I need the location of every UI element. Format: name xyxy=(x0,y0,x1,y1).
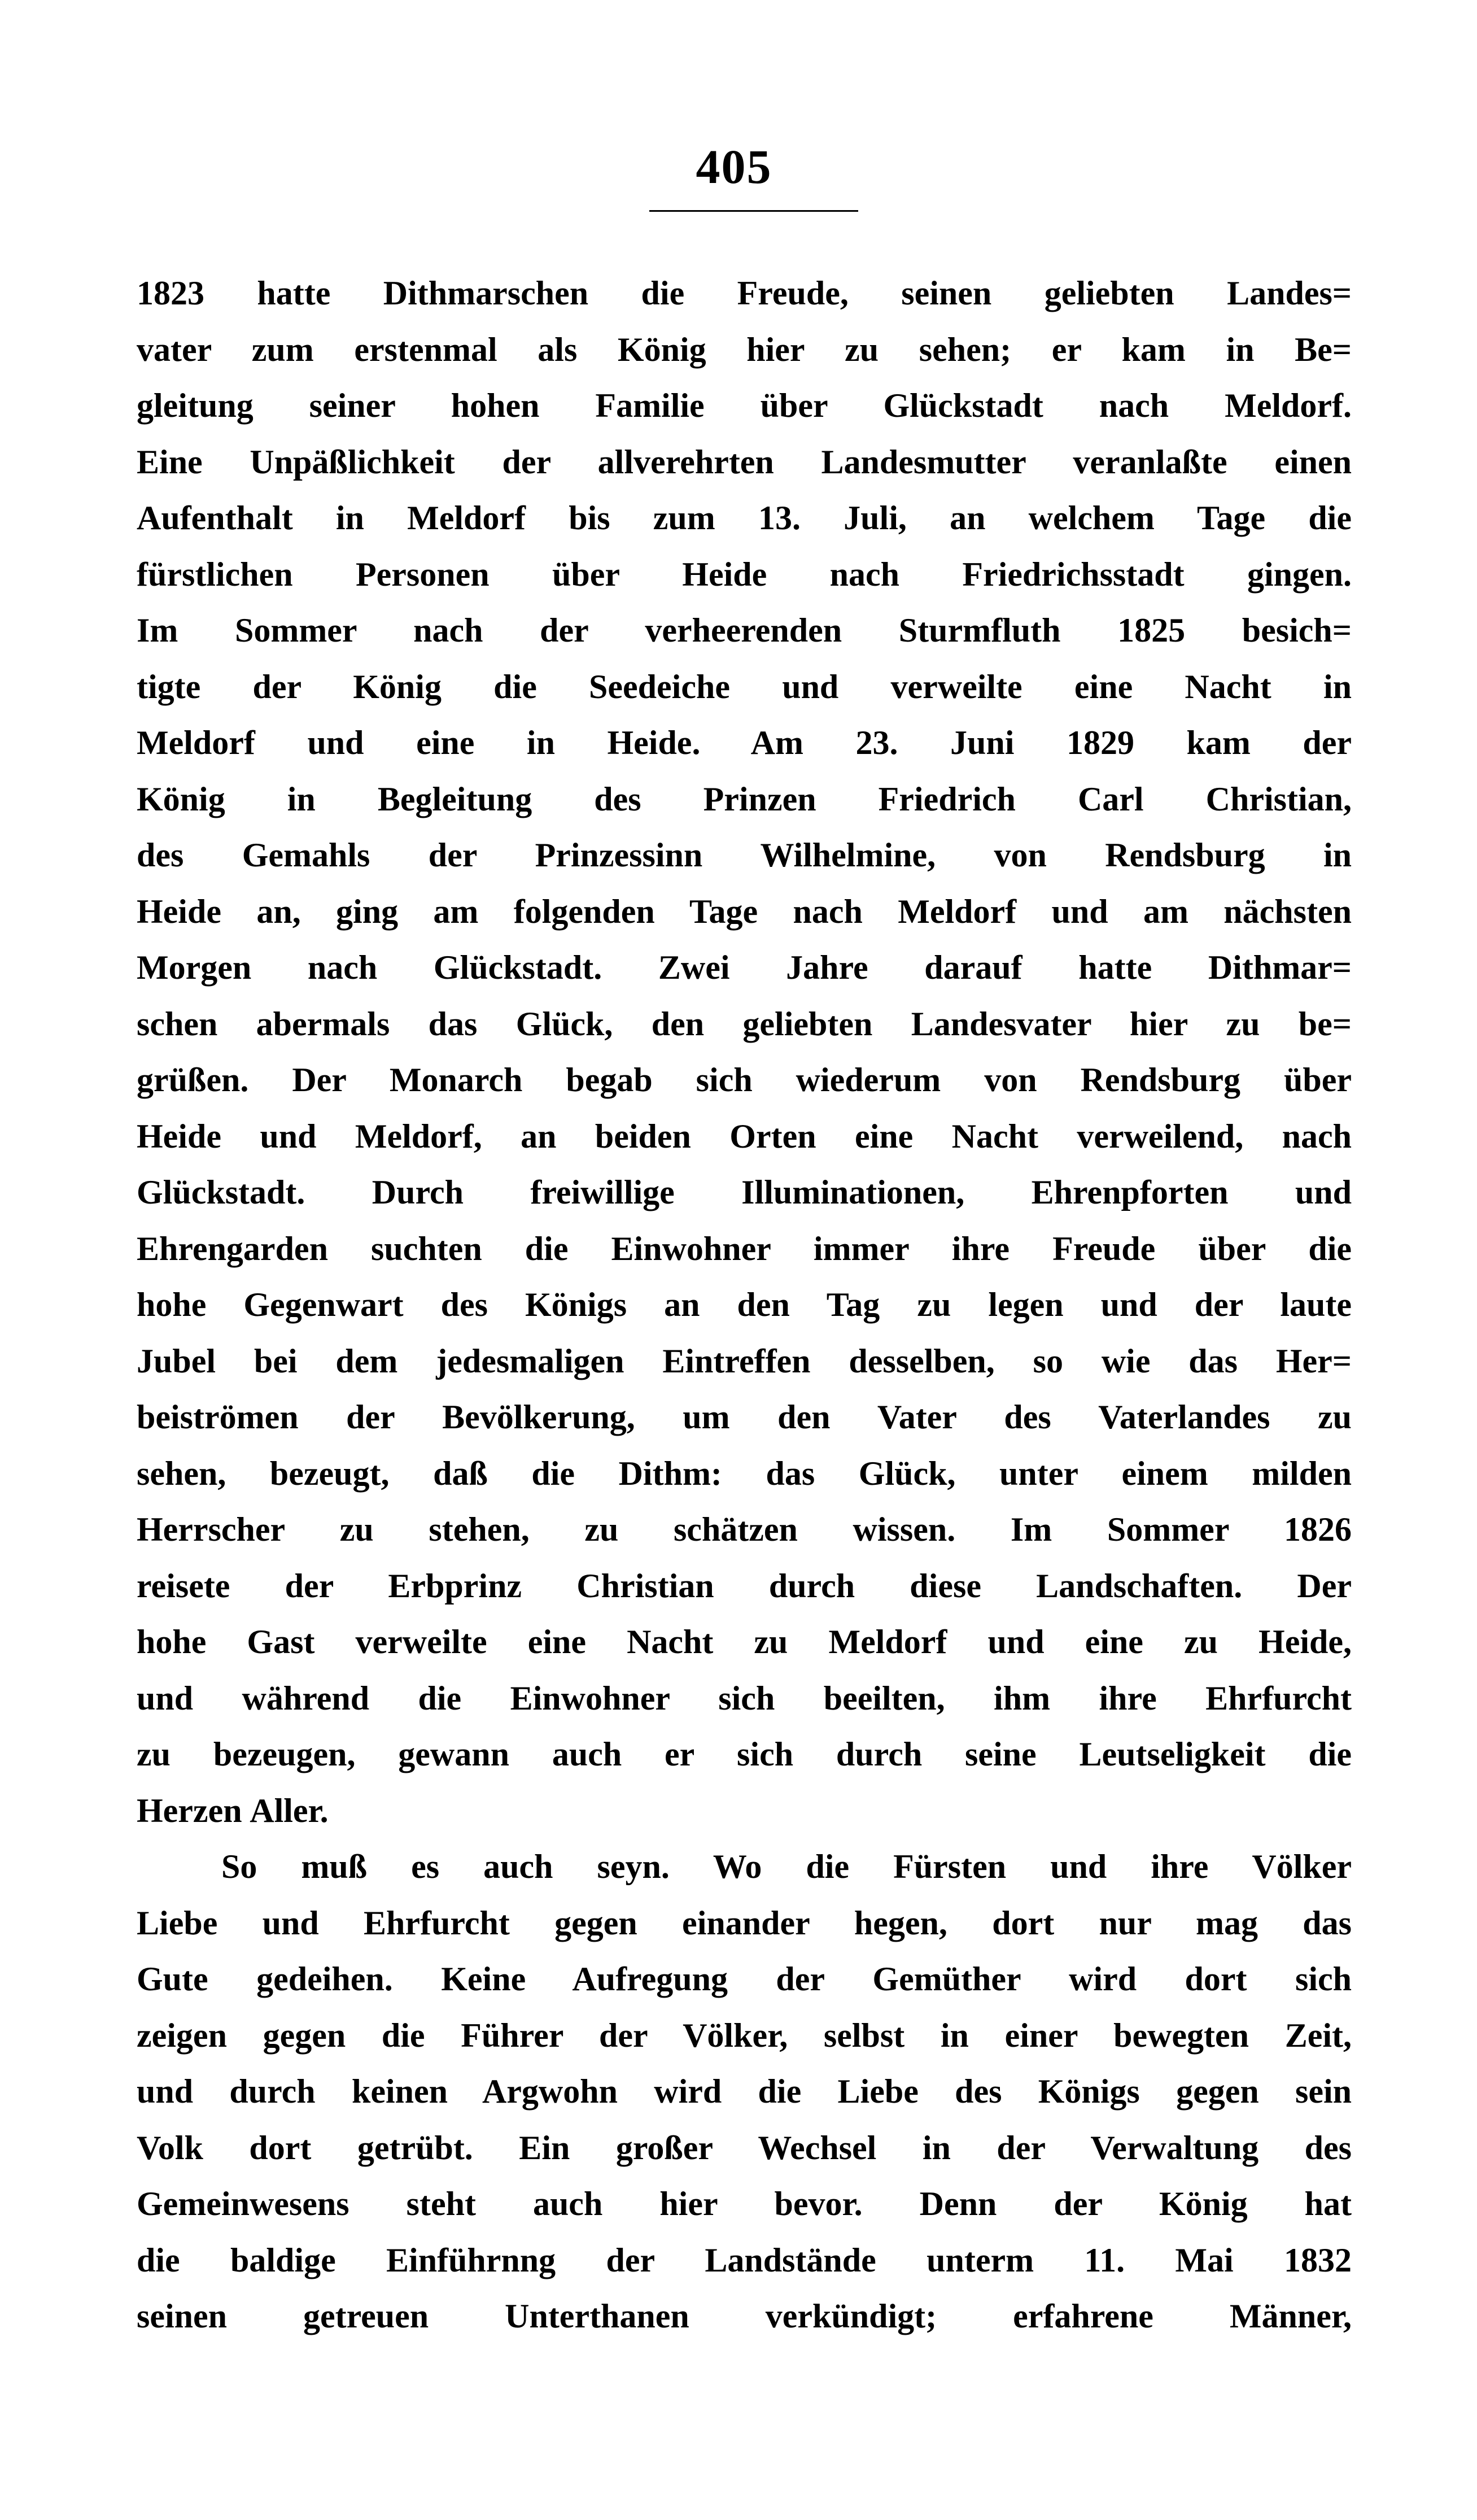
text-line: König in Begleitung des Prinzen Friedrich Carl Christian, xyxy=(137,780,1352,818)
text-line: und während die Einwohner sich beeilten, ihm ihre Ehrfurcht xyxy=(137,1679,1352,1717)
text-line: Liebe und Ehrfurcht gegen einander hegen, dort nur mag das xyxy=(137,1904,1352,1942)
text-line: seinen getreuen Unterthanen verkündigt; erfahrene Männer, xyxy=(137,2297,1352,2335)
text-line: Im Sommer nach der verheerenden Sturmfluth 1825 besich= xyxy=(137,612,1352,649)
text-line: schen abermals das Glück, den geliebten Landesvater hier zu be= xyxy=(137,1005,1352,1043)
text-line: sehen, bezeugt, daß die Dithm: das Glück, unter einem milden xyxy=(137,1454,1352,1492)
text-line: Eine Unpäßlichkeit der allverehrten Landesmutter veranlaßte einen xyxy=(137,443,1352,481)
text-line: 1823 hatte Dithmarschen die Freude, seinen geliebten Landes= xyxy=(137,274,1352,312)
text-line: Aufenthalt in Meldorf bis zum 13. Juli, an welchem Tage die xyxy=(137,499,1352,537)
text-line: gleitung seiner hohen Familie über Glückstadt nach Meldorf. xyxy=(137,387,1352,424)
text-line: vater zum erstenmal als König hier zu sehen; er kam in Be= xyxy=(137,330,1352,368)
text-line: Morgen nach Glückstadt. Zwei Jahre darauf hatte Dithmar= xyxy=(137,949,1352,986)
text-line: und durch keinen Argwohn wird die Liebe des Königs gegen sein xyxy=(137,2073,1352,2110)
text-line: reisete der Erbprinz Christian durch diese Landschaften. Der xyxy=(137,1567,1352,1605)
header-rule xyxy=(649,210,858,212)
text-line: zu bezeugen, gewann auch er sich durch seine Leutseligkeit die xyxy=(137,1736,1352,1773)
text-line: grüßen. Der Monarch begab sich wiederum von Rendsburg über xyxy=(137,1061,1352,1098)
text-line: Ehrengarden suchten die Einwohner immer ihre Freude über die xyxy=(137,1230,1352,1267)
text-line: hohe Gast verweilte eine Nacht zu Meldorf und eine zu Heide, xyxy=(137,1623,1352,1660)
text-line: Herzen Aller. xyxy=(137,1791,329,1829)
text-line: fürstlichen Personen über Heide nach Friedrichsstadt gingen. xyxy=(137,555,1352,593)
text-line: Herrscher zu stehen, zu schätzen wissen. Im Sommer 1826 xyxy=(137,1511,1352,1548)
text-line: die baldige Einführnng der Landstände unterm 11. Mai 1832 xyxy=(137,2241,1352,2279)
text-line: Glückstadt. Durch freiwillige Illuminationen, Ehrenpforten und xyxy=(137,1174,1352,1211)
text-line: Gemeinwesens steht auch hier bevor. Denn der König hat xyxy=(137,2185,1352,2222)
text-line: hohe Gegenwart des Königs an den Tag zu legen und der laute xyxy=(137,1286,1352,1323)
text-line: Volk dort getrübt. Ein großer Wechsel in der Verwaltung des xyxy=(137,2129,1352,2166)
text-line: zeigen gegen die Führer der Völker, selbst in einer bewegten Zeit, xyxy=(137,2016,1352,2054)
text-line: Jubel bei dem jedesmaligen Eintreffen desselben, so wie das Her= xyxy=(137,1342,1352,1380)
text-line: Meldorf und eine in Heide. Am 23. Juni 1829 kam der xyxy=(137,724,1352,761)
body-text xyxy=(137,265,1352,2345)
text-line: Gute gedeihen. Keine Aufregung der Gemüther wird dort sich xyxy=(137,1960,1352,1998)
text-line: tigte der König die Seedeiche und verweilte eine Nacht in xyxy=(137,668,1352,705)
text-line: Heide an, ging am folgenden Tage nach Meldorf und am nächsten xyxy=(137,892,1352,930)
text-line: Heide und Meldorf, an beiden Orten eine Nacht verweilend, nach xyxy=(137,1117,1352,1155)
page-number: 405 xyxy=(696,139,772,194)
text-line: So muß es auch seyn. Wo die Fürsten und ihre Völker xyxy=(221,1848,1352,1885)
text-line: beiströmen der Bevölkerung, um den Vater des Vaterlandes zu xyxy=(137,1398,1352,1436)
text-line: des Gemahls der Prinzessinn Wilhelmine, von Rendsburg in xyxy=(137,836,1352,874)
